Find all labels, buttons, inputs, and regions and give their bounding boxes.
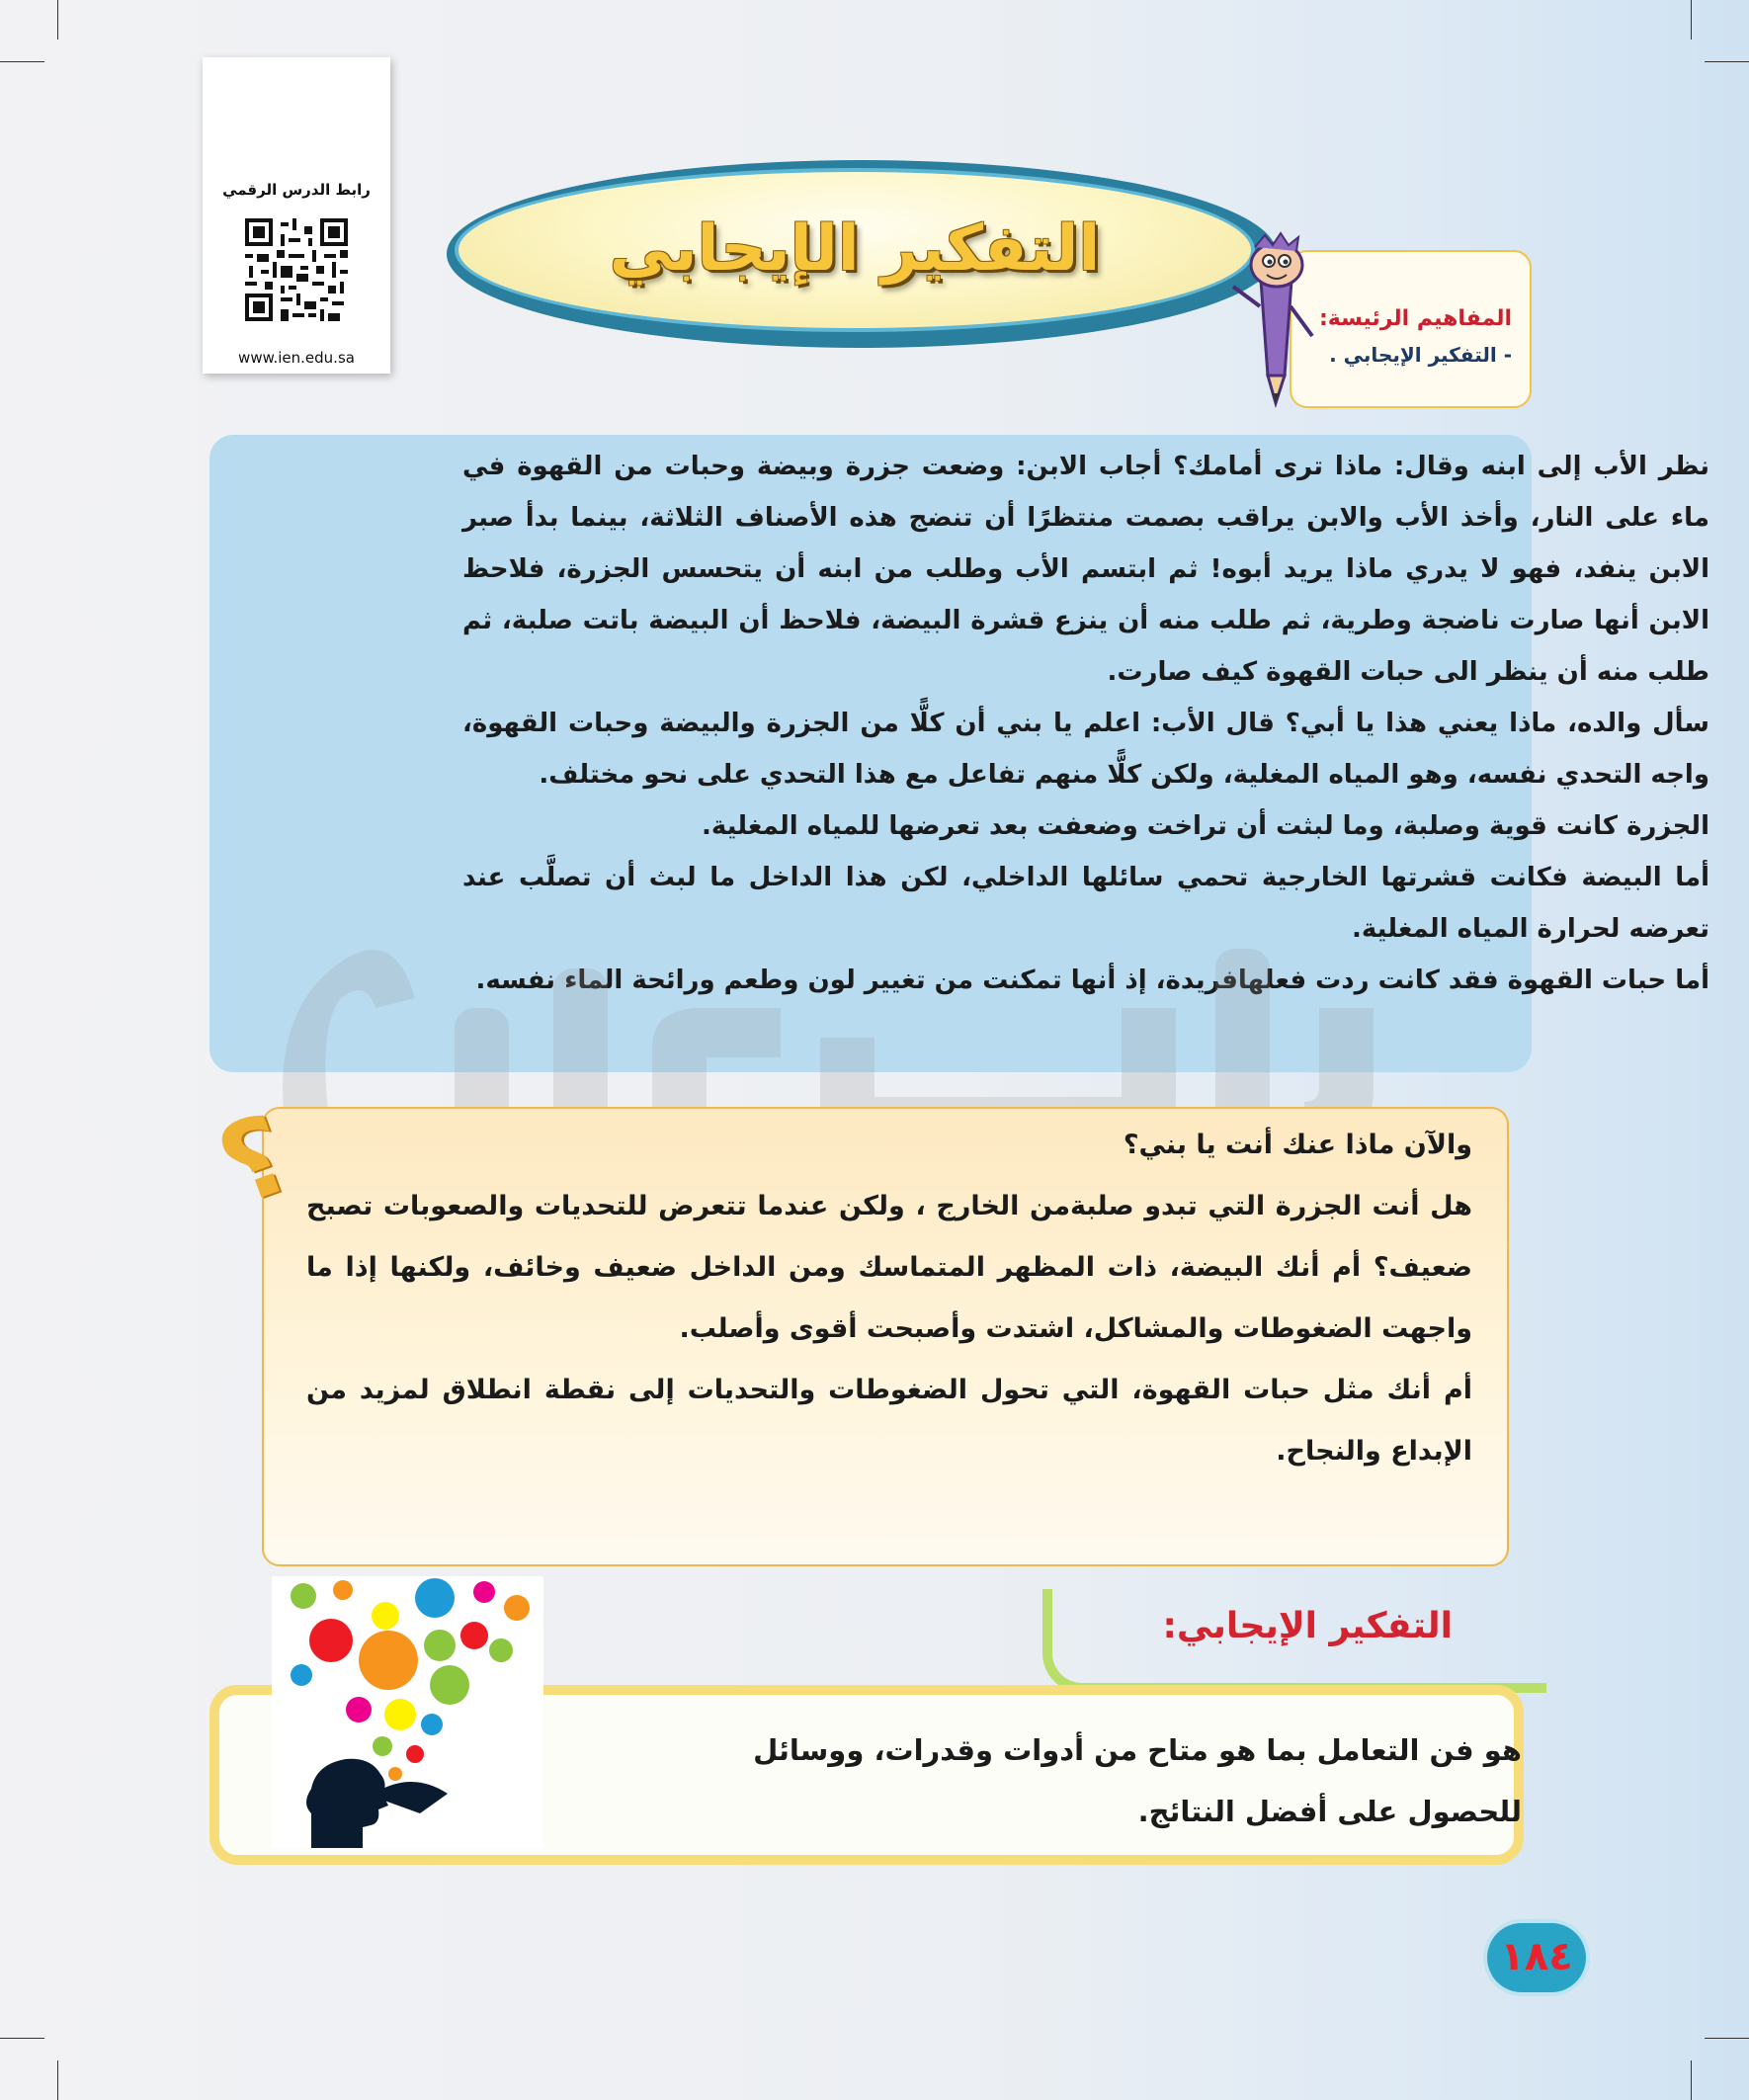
- qr-card[interactable]: [203, 57, 390, 374]
- key-concepts-heading: المفاهيم الرئيسة:: [1318, 306, 1512, 331]
- story-paragraph: سأل والده، ماذا يعني هذا يا أبي؟ قال الأب: اعلم يا بني أن كلًّا من الجزرة والبيضة وحبات القهوة، واجه التحدي نفسه، وهو المياه المغلية، ولكن كلًّا منهم تفاعل مع هذا التحدي على نحو مختلف.: [462, 709, 1709, 790]
- key-concepts-item: - التفكير الإيجابي .: [1329, 343, 1512, 367]
- crop-mark: [1705, 61, 1749, 62]
- qr-code-icon[interactable]: [245, 218, 348, 321]
- question-mark-icon: ؟: [203, 1089, 305, 1231]
- page-title: التفكير الإيجابي: [609, 212, 1101, 286]
- reflection-paragraph: هل أنت الجزرة التي تبدو صلبةمن الخارج ، ولكن عندما تتعرض للتحديات والصعوبات تصبح ضعيف؟ أم أنك البيضة، ذات المظهر المتماسك ومن الداخل ضعيف وخائف، ولكنها إذا ما واجهت الضغوطات والمشاكل، اشتدت وأصبحت أقوى وأصلب.: [306, 1191, 1472, 1344]
- definition-text: هو فن التعامل بما هو متاح من أدوات وقدرات، ووسائل للحصول على أفضل النتائج.: [753, 1733, 1522, 1828]
- crop-mark: [57, 2060, 58, 2100]
- smiley-head-illustration: [272, 1576, 543, 1848]
- definition-heading: التفكير الإيجابي:: [1162, 1606, 1453, 1646]
- key-concepts-box: [1290, 250, 1532, 408]
- qr-url[interactable]: www.ien.edu.sa: [238, 349, 355, 367]
- crop-mark: [1691, 0, 1692, 40]
- crop-mark: [1691, 2060, 1692, 2100]
- qr-label: رابط الدرس الرقمي: [222, 181, 371, 199]
- page-number: ١٨٤: [1500, 1934, 1573, 1979]
- crop-mark: [0, 61, 44, 62]
- crop-mark: [0, 2038, 44, 2039]
- crop-mark: [57, 0, 58, 40]
- reflection-question: والآن ماذا عنك أنت يا بني؟: [1123, 1130, 1472, 1160]
- story-paragraph: أما البيضة فكانت قشرتها الخارجية تحمي سائلها الداخلي، لكن هذا الداخل ما لبث أن تصلَّب عند تعرضه لحرارة المياه المغلية.: [462, 863, 1709, 944]
- story-paragraph: نظر الأب إلى ابنه وقال: ماذا ترى أمامك؟ أجاب الابن: وضعت جزرة وبيضة وحبات من القهوة في ماء على النار، وأخذ الأب والابن يراقب بصمت منتظرًا أن تنضج هذه الأصناف الثلاثة، بينما بدأ صبر الابن ينفد، فهو لا يدري ماذا يريد أبوه! ثم ابتسم الأب وطلب من ابنه أن يتحسس الجزرة، فلاحظ الابن أنها صارت ناضجة وطرية، ثم طلب منه أن ينزع قشرة البيضة، فلاحظ أن البيضة باتت صلبة، ثم طلب منه أن ينظر الى حبات القهوة كيف صارت.: [462, 452, 1709, 687]
- story-paragraph: أما حبات القهوة فقد كانت ردت فعلهافريدة، إذ أنها تمكنت من تغيير لون وطعم ورائحة الماء نفسه.: [475, 966, 1709, 995]
- crop-mark: [1705, 2038, 1749, 2039]
- reflection-paragraph: أم أنك مثل حبات القهوة، التي تحول الضغوطات والتحديات إلى نقطة انطلاق لمزيد من الإبداع والنجاح.: [306, 1375, 1472, 1467]
- story-paragraph: الجزرة كانت قوية وصلبة، وما لبثت أن تراخت وضعفت بعد تعرضها للمياه المغلية.: [702, 811, 1709, 841]
- pencil-mascot-icon: [1225, 227, 1319, 410]
